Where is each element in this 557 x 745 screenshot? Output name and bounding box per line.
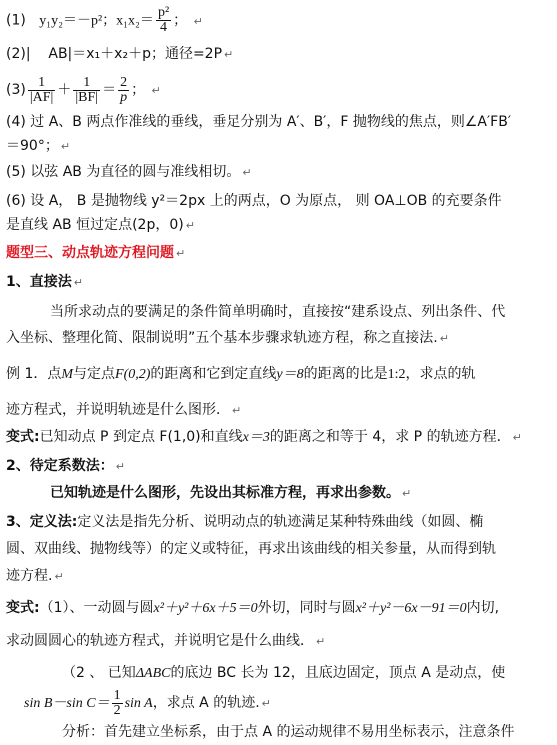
method-1-paragraph-line-1: 当所求动点的要满足的条件简单明确时，直接按“建系设点、列出条件、代 <box>50 304 506 320</box>
variant-3-1-line-2: 求动圆圆心的轨迹方程式，并说明它是什么曲线． ↵ <box>6 633 326 649</box>
example-1-line-1: 例 1．点M与定点F(0,2)的距离和它到定直线y＝8的距离的比是1:2，求点的轨 <box>6 366 476 382</box>
variant-3-2-line-1: （2 、 已知ΔABC的底边 BC 长为 12，且底边固定，顶点 A 是动点，使 <box>62 665 506 681</box>
item-2-text: AB|＝x₁＋x₂＋p；通径=2P <box>48 46 223 62</box>
item-1 <box>6 6 557 35</box>
method-3-line-2: 圆、双曲线、抛物线等）的定义或特征，再求出该曲线的相关参量，从而得到轨 <box>6 541 496 557</box>
analysis-line: 分析：首先建立坐标系，由于点 A 的运动规律不易用坐标表示，注意条件 <box>62 724 515 740</box>
variant-1: 变式:已知动点 P 到定点 F(1,0)和直线x＝3的距离之和等于 4，求 P 的轨迹方程． ↵ <box>6 429 522 445</box>
variant-3-1-line-1: 变式:（1）、一动圆与圆x²＋y²＋6x＋5＝0外切，同时与圆x²＋y²－6x－91＝0内切, <box>6 600 500 616</box>
method-3-line-3: 迹方程. ↵ <box>6 568 64 584</box>
item-2-label: (2)| <box>6 46 31 62</box>
item-4-line-1: (4) 过 A、B 两点作准线的垂线，垂足分别为 A′、B′，F 抛物线的焦点，则∠A′FB′ <box>6 114 511 130</box>
method-2-heading: 2、待定系数法： ↵ <box>6 458 125 474</box>
section-title: 题型三、动点轨迹方程问题 ↵ <box>6 245 186 261</box>
paragraph-mark: ↵ <box>193 14 203 28</box>
fraction-one-half: $\frac{1}{2}$ <box>113 687 121 718</box>
item-2 <box>6 44 557 65</box>
item-1-text: y₁y₂＝－p²；x₁x₂＝ <box>39 13 154 29</box>
example-1-line-2: 迹方程式，并说明轨迹是什么图形． ↵ <box>6 402 242 418</box>
item-3-tail: ； <box>131 82 146 98</box>
item-3-label: (3) <box>6 82 26 98</box>
method-1-heading: 1、直接法 ↵ <box>6 274 83 290</box>
paragraph-mark: ↵ <box>224 48 234 61</box>
item-6-line-1: (6) 设 A， B 是抛物线 y²＝2px 上的两点，O 为原点， 则 OA⊥OB 的充要条件 <box>6 193 502 209</box>
paragraph-mark: ↵ <box>151 84 161 97</box>
plus-sign: ＋ <box>57 82 72 98</box>
equals-sign: ＝ <box>102 82 117 98</box>
variant-3-2-line-2: sin B－sin C＝ $\frac{1}{2}$ sin A，求点 A 的轨迹. ↵ <box>24 687 271 718</box>
fraction-1-over-af: $\frac{1}{|AF|}$ <box>29 74 54 105</box>
item-5: (5) 以弦 AB 为直径的圆与准线相切。 ↵ <box>6 164 252 180</box>
item-4-line-2: ＝90°； ↵ <box>6 138 71 154</box>
item-1-label: (1) <box>6 12 26 29</box>
item-1-tail: ； <box>173 12 188 29</box>
method-1-paragraph-line-2: 入坐标、整理化简、限制说明”五个基本步骤求轨迹方程，称之直接法. ↵ <box>6 330 449 346</box>
method-3-line-1: 3、定义法:定义法是指先分析、说明动点的轨迹满足某种特殊曲线（如圆、椭 <box>6 514 484 530</box>
fraction-2-over-p: $\frac{2}{p}$ <box>120 74 128 105</box>
fraction-1-over-bf: $\frac{1}{|BF|}$ <box>75 74 99 105</box>
item-1-fraction: $\frac{\text{p²}}{4}$ <box>157 5 170 35</box>
method-2-text: 已知轨迹是什么图形，先设出其标准方程，再求出参数。 ↵ <box>50 485 412 501</box>
item-6-line-2: 是直线 AB 恒过定点(2p，0) ↵ <box>6 217 195 233</box>
item-3 <box>6 72 557 108</box>
